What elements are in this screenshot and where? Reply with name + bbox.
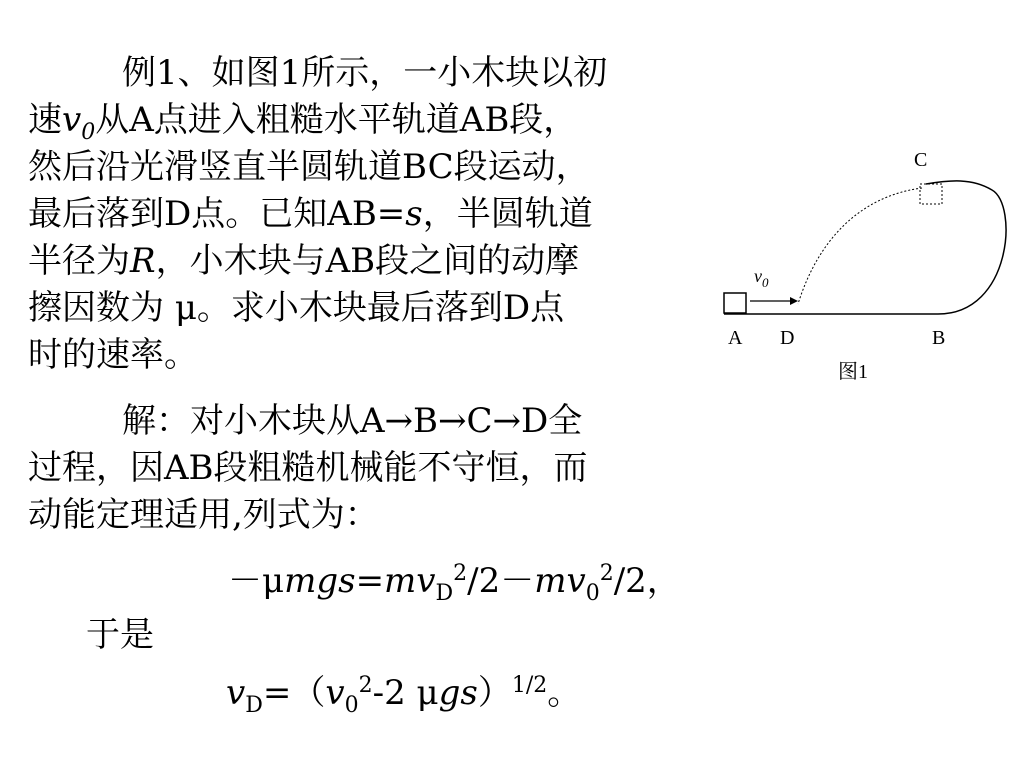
figure-caption: 图1: [838, 361, 868, 383]
eq2-close: ）: [477, 673, 512, 713]
problem-line-1: 例1、如图1所示，一小木块以初: [122, 53, 608, 93]
text-line4-b: ，半圆轨道: [422, 194, 593, 234]
text-line5-b: ，小木块与AB段之间的动摩: [155, 241, 580, 281]
eq1-neg-mu: －μ: [228, 561, 285, 601]
problem-line-2: [28, 97, 690, 144]
eq1-sub-0: 0: [585, 581, 600, 606]
text-su: 速: [28, 100, 62, 140]
var-mu: μ: [174, 288, 197, 328]
eq1-sup-2b: 2: [599, 561, 614, 586]
solution-line-2: 过程，因AB段粗糙机械能不守恒，而: [28, 448, 588, 488]
eq2-sup-half: 1/2: [511, 673, 548, 698]
equation-result: [226, 665, 582, 718]
eq2-v: v: [226, 673, 246, 713]
solution-text: [28, 398, 690, 539]
text-therefore: 于是: [86, 615, 154, 655]
text-line5-a: 半径为: [28, 241, 130, 281]
track-diagram: [700, 130, 1020, 400]
eq2-v0: v: [325, 673, 345, 713]
eq2-equals: =（: [262, 673, 326, 713]
eq2-sub-0: 0: [344, 693, 359, 718]
problem-line-5: [28, 238, 690, 285]
var-s: s: [405, 194, 423, 234]
label-b: B: [932, 327, 946, 349]
text-line6-a: 擦因数为: [28, 288, 164, 328]
problem-line-3: 然后沿光滑竖直半圆轨道BC段运动，: [28, 147, 590, 187]
eq2-middle: -2 μ: [372, 673, 439, 713]
eq1-sup-2a: 2: [453, 561, 468, 586]
eq1-mgs: mgs: [284, 561, 356, 601]
eq2-end: 。: [547, 673, 582, 713]
eq1-mv0: mv: [534, 561, 586, 601]
arrow-head-icon: [790, 297, 798, 305]
problem-line-4: [28, 191, 690, 238]
label-a: A: [728, 327, 743, 349]
eq1-end: /2，: [613, 561, 681, 601]
track-semicircle-bc: [926, 181, 1006, 314]
eq1-mv: =mv: [355, 561, 436, 601]
label-c: C: [914, 149, 928, 171]
eq2-sub-D: D: [245, 693, 263, 718]
trajectory-cd: [798, 188, 922, 304]
problem-text: [28, 50, 690, 379]
eq1-div-minus: /2－: [467, 561, 535, 601]
equation-energy: [228, 553, 681, 606]
var-v0: $v_0$: [62, 100, 96, 145]
block-at-a: [724, 293, 746, 313]
eq1-sub-D: D: [435, 581, 454, 606]
problem-line-7: 时的速率。: [28, 335, 198, 375]
label-d: D: [780, 327, 795, 349]
label-v0: $v_0$: [754, 266, 769, 290]
text-line4-a: 最后落到D点。已知AB=: [28, 194, 406, 234]
block-at-c: [920, 184, 942, 204]
solution-line-3: 动能定理适用,列式为：: [28, 495, 379, 535]
solution-line-1: 解：对小木块从A→B→C→D全: [122, 401, 583, 441]
eq2-sup-2: 2: [358, 673, 373, 698]
problem-line-6: [28, 285, 690, 332]
var-R: R: [130, 241, 156, 281]
text-line6-b: 。求小木块最后落到D点: [196, 288, 565, 328]
eq2-gs: gs: [438, 673, 478, 713]
text-line2-rest: 从A点进入粗糙水平轨道AB段，: [95, 100, 578, 140]
